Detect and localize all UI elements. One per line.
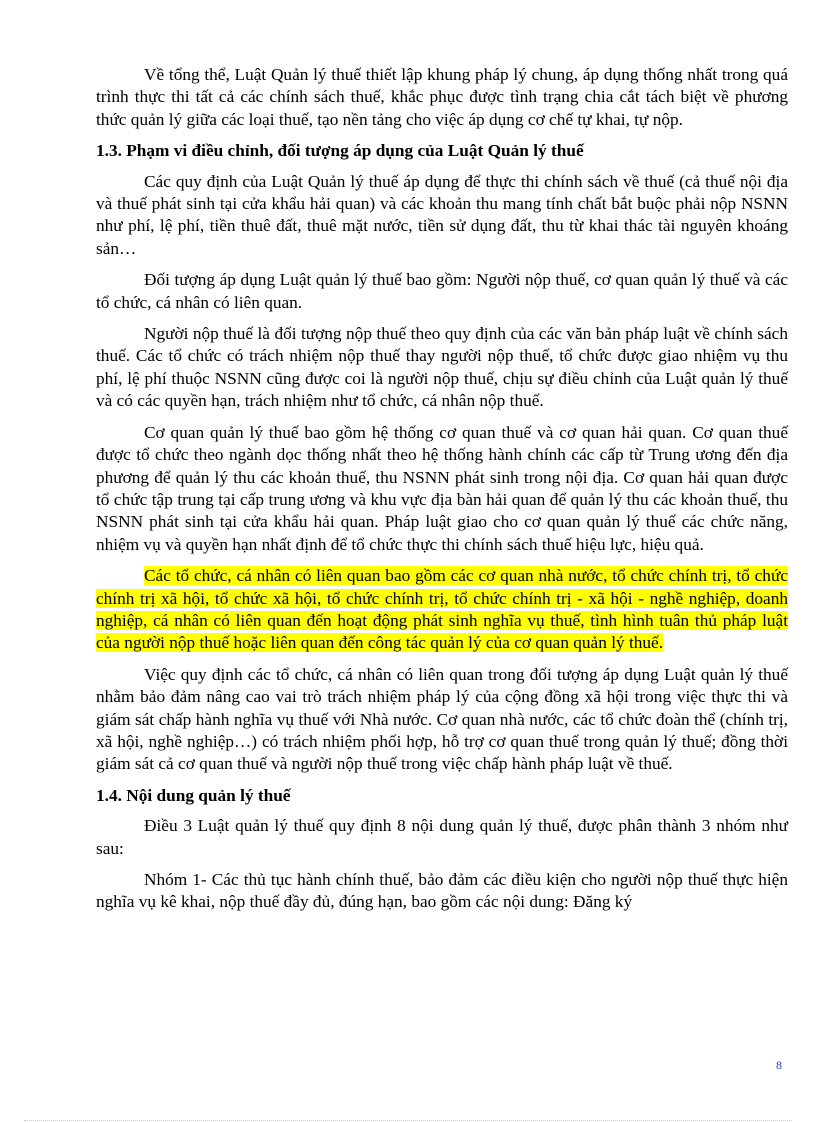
paragraph-overview: Về tổng thể, Luật Quản lý thuế thiết lập khung pháp lý chung, áp dụng thống nhất trong quá trình thực thi tất cả các chính sách thuế, khắc phục được tình trạng chia cắt tách biệt về phương thức quản lý giữa các loại thuế, tạo nền tảng cho việc áp dụng cơ chế tự khai, tự nộp. xyxy=(96,65,788,129)
paragraph-taxpayer: Người nộp thuế là đối tượng nộp thuế theo quy định của các văn bản pháp luật về chính sách thuế. Các tổ chức có trách nhiệm nộp thuế thay người nộp thuế, tổ chức được giao nhiệm vụ thu phí, lệ phí thuộc NSNN cũng được coi là người nộp thuế, chịu sự điều chỉnh của Luật quản lý thuế và có các quyền hạn, trách nhiệm như tổ chức, cá nhân nộp thuế. xyxy=(96,324,788,411)
section-heading-1-4: 1.4. Nội dung quản lý thuế xyxy=(96,785,291,805)
paragraph-article-3: Điều 3 Luật quản lý thuế quy định 8 nội dung quản lý thuế, được phân thành 3 nhóm như sau: xyxy=(96,816,788,858)
paragraph-group-1: Nhóm 1- Các thủ tục hành chính thuế, bảo đảm các điều kiện cho người nộp thuế thực hiện nghĩa vụ kê khai, nộp thuế đầy đủ, đúng hạn, bao gồm các nội dung: Đăng ký xyxy=(96,870,788,912)
paragraph-tax-authority: Cơ quan quản lý thuế bao gồm hệ thống cơ quan thuế và cơ quan hải quan. Cơ quan thuế được tổ chức theo ngành dọc thống nhất theo hệ thống hành chính các cấp từ Trung ương đến địa phương để quản lý thu các khoản thuế, thu NSNN phát sinh trong nội địa. Cơ quan hải quan được tổ chức tập trung tại cấp trung ương và khu vực địa bàn hải quan để quản lý thu các khoản thuế, thu NSNN phát sinh tại cửa khẩu hải quan. Pháp luật giao cho cơ quan quản lý thuế các chức năng, nhiệm vụ và quyền hạn nhất định để tổ chức thực thi chính sách thuế hiệu lực, hiệu quả. xyxy=(96,422,788,554)
page-number: 8 xyxy=(776,1058,782,1072)
paragraph-scope: Các quy định của Luật Quản lý thuế áp dụng để thực thi chính sách về thuế (cả thuế nội địa và thuế phát sinh tại cửa khẩu hải quan) và các khoản thu mang tính chất bắt buộc phải nộp NSNN như phí, lệ phí, tiền thuê đất, thuê mặt nước, tiền sử dụng đất, thu từ khai thác tài nguyên khoáng sản… xyxy=(96,171,788,258)
document-body xyxy=(96,64,788,923)
highlighted-text: Các tổ chức, cá nhân có liên quan bao gồm các cơ quan nhà nước, tổ chức chính trị, tổ chức chính trị xã hội, tổ chức xã hội, tổ chức chính trị, tổ chức chính trị - xã hội - nghề nghiệp, doanh nghiệp, cá nhân có liên quan đến hoạt động phát sinh nghĩa vụ thuế, tình hình tuân thủ pháp luật của người nộp thuế hoặc liên quan đến công tác quản lý của cơ quan quản lý thuế. xyxy=(96,566,788,653)
paragraph-subjects: Đối tượng áp dụng Luật quản lý thuế bao gồm: Người nộp thuế, cơ quan quản lý thuế và các tổ chức, cá nhân có liên quan. xyxy=(96,270,788,312)
paragraph-related-organizations xyxy=(96,565,788,655)
paragraph-community-role: Việc quy định các tổ chức, cá nhân có liên quan trong đối tượng áp dụng Luật quản lý thuế nhằm bảo đảm nâng cao vai trò trách nhiệm pháp lý của cộng đồng xã hội trong việc thực thi và giám sát chấp hành nghĩa vụ thuế với Nhà nước. Cơ quan nhà nước, các tổ chức đoàn thể (chính trị, xã hội, nghề nghiệp…) có trách nhiệm phối hợp, hỗ trợ cơ quan thuế trong quản lý thuế; đồng thời giám sát cả cơ quan thuế và người nộp thuế trong việc chấp hành pháp luật về thuế. xyxy=(96,664,788,774)
footer-divider xyxy=(24,1120,792,1121)
section-heading-1-3: 1.3. Phạm vi điều chỉnh, đối tượng áp dụng của Luật Quản lý thuế xyxy=(96,141,584,161)
